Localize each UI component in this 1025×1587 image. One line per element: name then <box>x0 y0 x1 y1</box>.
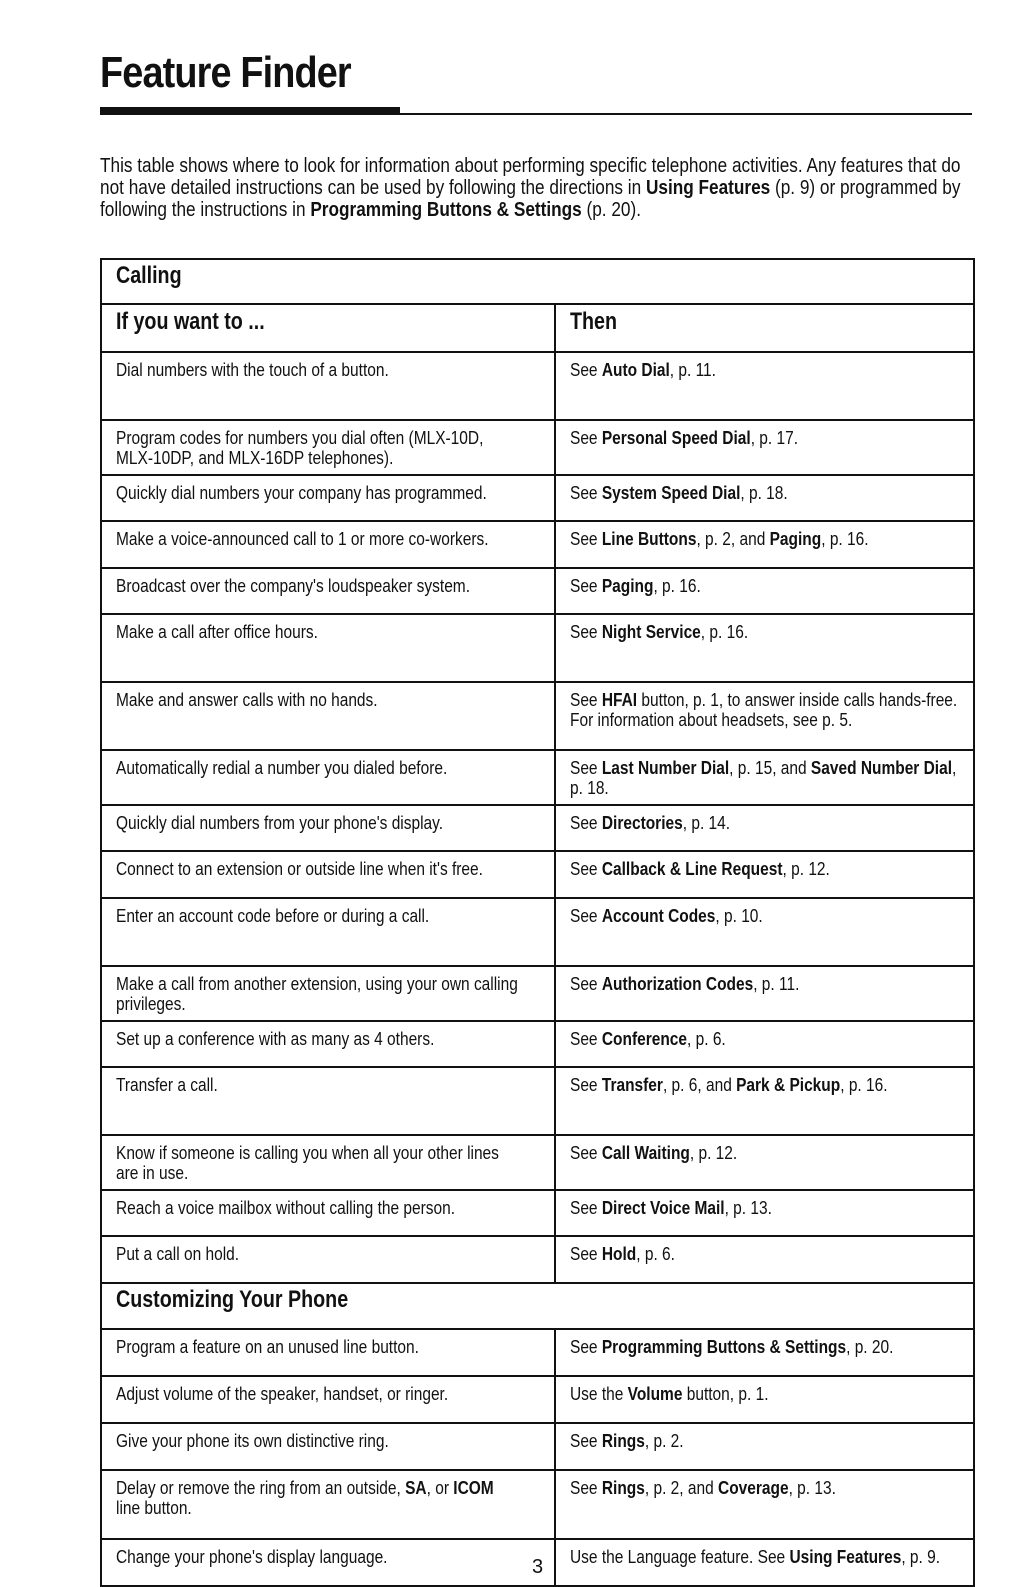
feature-finder-table <box>100 258 975 1587</box>
table-row <box>101 1236 974 1283</box>
want-cell <box>101 475 555 521</box>
cell-text: , p. 6, and <box>662 1075 737 1095</box>
title-rule-thick <box>100 107 400 115</box>
feature-reference: Direct Voice Mail <box>601 1198 725 1218</box>
feature-reference: ICOM <box>453 1478 494 1498</box>
cell-text: , p. 13. <box>724 1198 772 1218</box>
feature-reference: Hold <box>601 1244 637 1264</box>
feature-reference: System Speed Dial <box>601 483 741 503</box>
feature-reference: Authorization Codes <box>601 974 754 994</box>
feature-reference: Paging <box>601 576 654 596</box>
cell-text: Make a voice-announced call to 1 or more co-workers. <box>116 529 489 549</box>
cell-text: , p. 12. <box>782 859 830 879</box>
feature-reference: Coverage <box>718 1478 789 1498</box>
want-cell <box>101 1470 555 1539</box>
cell-content <box>570 1029 961 1049</box>
cell-content <box>570 428 961 448</box>
want-cell <box>101 420 555 475</box>
feature-reference: Rings <box>601 1431 645 1451</box>
then-cell <box>555 1190 974 1236</box>
then-cell <box>555 1236 974 1283</box>
title-rule-thin <box>400 113 972 115</box>
intro-text-1: This table shows where to look for information about performing specific telephone activities. Any features that do not have detailed instructions can be used by following the directions in <box>100 155 961 199</box>
feature-reference: Auto Dial <box>601 360 670 380</box>
cell-text: Enter an account code before or during a call. <box>116 906 430 926</box>
want-cell <box>101 614 555 682</box>
column-header-text: Then <box>570 308 618 335</box>
table-row <box>101 1376 974 1423</box>
cell-content <box>570 1337 961 1357</box>
cell-text: Make a call from another extension, using your own calling privileges. <box>116 974 518 1014</box>
table-row <box>101 682 974 750</box>
cell-text: See <box>570 1029 602 1049</box>
feature-reference: Conference <box>601 1029 688 1049</box>
cell-content <box>116 1337 520 1357</box>
intro-text-2: (p. 9) or programmed by following the instructions in <box>100 177 961 221</box>
intro-paragraph <box>100 155 960 221</box>
feature-reference: Programming Buttons & Settings <box>601 1337 847 1357</box>
cell-text: , p. 18. <box>570 758 957 798</box>
cell-text: See <box>570 529 602 549</box>
cell-text: , p. 16. <box>821 529 869 549</box>
want-cell <box>101 966 555 1021</box>
cell-text: line button. <box>116 1498 192 1518</box>
cell-text: , p. 10. <box>715 906 763 926</box>
cell-content <box>570 622 961 642</box>
then-cell <box>555 352 974 420</box>
cell-content <box>570 1143 961 1163</box>
then-cell <box>555 1021 974 1067</box>
intro-text-3: (p. 20). <box>581 199 642 221</box>
cell-content <box>116 1244 520 1264</box>
table-row <box>101 420 974 475</box>
cell-content <box>116 859 520 879</box>
cell-text: See <box>570 360 602 380</box>
section-title-text: Customizing Your Phone <box>116 1286 349 1313</box>
cell-content <box>570 576 961 596</box>
cell-text: Put a call on hold. <box>116 1244 240 1264</box>
cell-content <box>570 813 961 833</box>
section-title <box>101 1283 974 1329</box>
then-cell <box>555 1376 974 1423</box>
cell-text: See <box>570 1337 602 1357</box>
cell-text: See <box>570 1198 602 1218</box>
cell-content <box>570 859 961 879</box>
then-cell <box>555 682 974 750</box>
section-row <box>101 1283 974 1329</box>
feature-reference: Call Waiting <box>601 1143 690 1163</box>
then-cell <box>555 568 974 614</box>
cell-text: , p. 18. <box>740 483 788 503</box>
cell-text: Delay or remove the ring from an outside, <box>116 1478 406 1498</box>
cell-text: See <box>570 1075 602 1095</box>
cell-content <box>116 906 520 926</box>
table-row <box>101 614 974 682</box>
cell-content <box>570 758 961 798</box>
intro-link-programming: Programming Buttons & Settings <box>310 199 582 221</box>
cell-text: See <box>570 690 602 710</box>
want-cell <box>101 1376 555 1423</box>
cell-content <box>116 529 520 549</box>
cell-text: Program a feature on an unused line button. <box>116 1337 419 1357</box>
column-header-want <box>101 304 555 352</box>
then-cell <box>555 750 974 805</box>
cell-text: button, p. 1. <box>682 1384 769 1404</box>
cell-content <box>116 758 520 778</box>
cell-text: Change your phone's display language. <box>116 1547 388 1567</box>
cell-text: , p. 13. <box>788 1478 836 1498</box>
cell-text: See <box>570 483 602 503</box>
cell-content <box>116 974 520 1014</box>
feature-reference: Volume <box>627 1384 683 1404</box>
page-number: 3 <box>531 1556 544 1578</box>
table-row <box>101 1021 974 1067</box>
feature-reference: Line Buttons <box>601 529 697 549</box>
cell-text: Know if someone is calling you when all your other lines are in use. <box>116 1143 499 1183</box>
cell-text: Dial numbers with the touch of a button. <box>116 360 389 380</box>
cell-text: See <box>570 906 602 926</box>
cell-text: Use the <box>570 1384 628 1404</box>
want-cell <box>101 1021 555 1067</box>
feature-reference: Account Codes <box>601 906 716 926</box>
table-row <box>101 352 974 420</box>
cell-text: Give your phone its own distinctive ring. <box>116 1431 389 1451</box>
table-row <box>101 898 974 966</box>
then-cell <box>555 1135 974 1190</box>
feature-reference: Paging <box>769 529 822 549</box>
cell-text: Set up a conference with as many as 4 others. <box>116 1029 435 1049</box>
cell-text: See <box>570 622 602 642</box>
cell-text: See <box>570 1431 602 1451</box>
cell-content <box>570 974 961 994</box>
cell-content <box>570 360 961 380</box>
feature-reference: Last Number Dial <box>601 758 730 778</box>
cell-text: See <box>570 859 602 879</box>
cell-content <box>116 622 520 642</box>
cell-content <box>116 360 520 380</box>
feature-reference: Saved Number Dial <box>810 758 953 778</box>
cell-content <box>116 1143 520 1183</box>
cell-text: , p. 17. <box>750 428 799 448</box>
table-row <box>101 1190 974 1236</box>
cell-text: , p. 2, and <box>644 1478 719 1498</box>
cell-text: , p. 2. <box>644 1431 684 1451</box>
then-cell <box>555 1329 974 1376</box>
then-cell <box>555 1423 974 1470</box>
feature-reference: HFAI <box>601 690 638 710</box>
cell-content <box>570 906 961 926</box>
want-cell <box>101 1423 555 1470</box>
cell-text: , p. 16. <box>700 622 749 642</box>
cell-text: , p. 11. <box>669 360 716 380</box>
table-row <box>101 966 974 1021</box>
then-cell <box>555 614 974 682</box>
cell-text: , p. 16. <box>653 576 701 596</box>
cell-text: See <box>570 974 602 994</box>
cell-text: Make a call after office hours. <box>116 622 318 642</box>
want-cell <box>101 521 555 568</box>
want-cell <box>101 1067 555 1135</box>
want-cell <box>101 352 555 420</box>
table-row <box>101 1423 974 1470</box>
feature-reference: Directories <box>601 813 683 833</box>
cell-content <box>570 1244 961 1264</box>
feature-reference: Callback & Line Request <box>601 859 783 879</box>
want-cell <box>101 1135 555 1190</box>
want-cell <box>101 1190 555 1236</box>
feature-reference: Transfer <box>601 1075 663 1095</box>
cell-content <box>116 690 520 710</box>
cell-text: See <box>570 1478 602 1498</box>
want-cell <box>101 682 555 750</box>
cell-text: button, p. 1, to answer inside calls hands-free. For information about headsets, see p. 5. <box>570 690 958 730</box>
cell-text: See <box>570 1143 602 1163</box>
column-header-then <box>555 304 974 352</box>
want-cell <box>101 851 555 898</box>
cell-text: , p. 11. <box>753 974 800 994</box>
then-cell <box>555 1067 974 1135</box>
cell-text: Use the Language feature. See <box>570 1547 790 1567</box>
table-row <box>101 805 974 851</box>
want-cell <box>101 1236 555 1283</box>
table-row <box>101 1470 974 1539</box>
table-row <box>101 568 974 614</box>
want-cell <box>101 805 555 851</box>
cell-content <box>116 576 520 596</box>
want-cell <box>101 568 555 614</box>
want-cell <box>101 898 555 966</box>
cell-content <box>116 428 520 468</box>
cell-text: See <box>570 428 602 448</box>
cell-text: Reach a voice mailbox without calling the person. <box>116 1198 456 1218</box>
then-cell <box>555 851 974 898</box>
then-cell <box>555 898 974 966</box>
then-cell <box>555 1470 974 1539</box>
then-cell <box>555 420 974 475</box>
cell-text: See <box>570 1244 602 1264</box>
cell-text: , p. 16. <box>840 1075 888 1095</box>
then-cell <box>555 966 974 1021</box>
then-cell <box>555 521 974 568</box>
cell-text: See <box>570 758 602 778</box>
cell-content <box>570 690 961 730</box>
intro-link-using-features: Using Features <box>645 177 771 199</box>
cell-text: Quickly dial numbers from your phone's display. <box>116 813 444 833</box>
cell-content <box>116 1384 520 1404</box>
cell-content <box>570 1075 961 1095</box>
cell-content <box>570 1478 961 1498</box>
cell-content <box>570 1384 961 1404</box>
feature-reference: Rings <box>601 1478 645 1498</box>
page-title: Feature Finder <box>100 48 351 97</box>
cell-text: , p. 20. <box>846 1337 894 1357</box>
cell-text: See <box>570 576 602 596</box>
cell-content <box>116 483 520 503</box>
feature-reference: Night Service <box>601 622 701 642</box>
want-cell <box>101 750 555 805</box>
cell-text: , p. 12. <box>689 1143 738 1163</box>
cell-content <box>570 1198 961 1218</box>
cell-content <box>116 1478 520 1518</box>
table-row <box>101 521 974 568</box>
cell-text: , or <box>426 1478 454 1498</box>
feature-reference: SA <box>405 1478 427 1498</box>
cell-text: , p. 9. <box>901 1547 941 1567</box>
table-row <box>101 750 974 805</box>
cell-text: Automatically redial a number you dialed before. <box>116 758 448 778</box>
cell-text: Make and answer calls with no hands. <box>116 690 378 710</box>
table-row <box>101 475 974 521</box>
table-row <box>101 1135 974 1190</box>
cell-content <box>570 529 961 549</box>
table-row <box>101 1067 974 1135</box>
cell-content <box>116 1431 520 1451</box>
cell-text: , p. 2, and <box>696 529 770 549</box>
cell-content <box>116 813 520 833</box>
section-row <box>101 259 974 304</box>
column-header-row <box>101 304 974 352</box>
cell-text: See <box>570 813 602 833</box>
cell-content <box>116 1198 520 1218</box>
table-row <box>101 851 974 898</box>
cell-text: Transfer a call. <box>116 1075 218 1095</box>
section-title-text: Calling <box>116 262 182 289</box>
cell-text: Broadcast over the company's loudspeaker system. <box>116 576 471 596</box>
cell-content <box>570 1431 961 1451</box>
feature-reference: Using Features <box>789 1547 902 1567</box>
column-header-text: If you want to ... <box>116 308 265 335</box>
cell-text: Adjust volume of the speaker, handset, or ringer. <box>116 1384 449 1404</box>
cell-text: Connect to an extension or outside line when it's free. <box>116 859 483 879</box>
cell-text: , p. 14. <box>682 813 731 833</box>
feature-reference: Personal Speed Dial <box>601 428 751 448</box>
section-title <box>101 259 974 304</box>
cell-content <box>570 483 961 503</box>
then-cell <box>555 475 974 521</box>
want-cell <box>101 1329 555 1376</box>
cell-text: Program codes for numbers you dial often (MLX-10D, MLX-10DP, and MLX-16DP telephones). <box>116 428 484 468</box>
cell-text: , p. 6. <box>687 1029 726 1049</box>
cell-text: Quickly dial numbers your company has programmed. <box>116 483 487 503</box>
cell-content <box>116 1075 520 1095</box>
cell-text: , p. 15, and <box>729 758 811 778</box>
cell-content <box>116 1029 520 1049</box>
cell-text: , p. 6. <box>636 1244 675 1264</box>
feature-reference: Park & Pickup <box>736 1075 841 1095</box>
then-cell <box>555 805 974 851</box>
table-row <box>101 1329 974 1376</box>
